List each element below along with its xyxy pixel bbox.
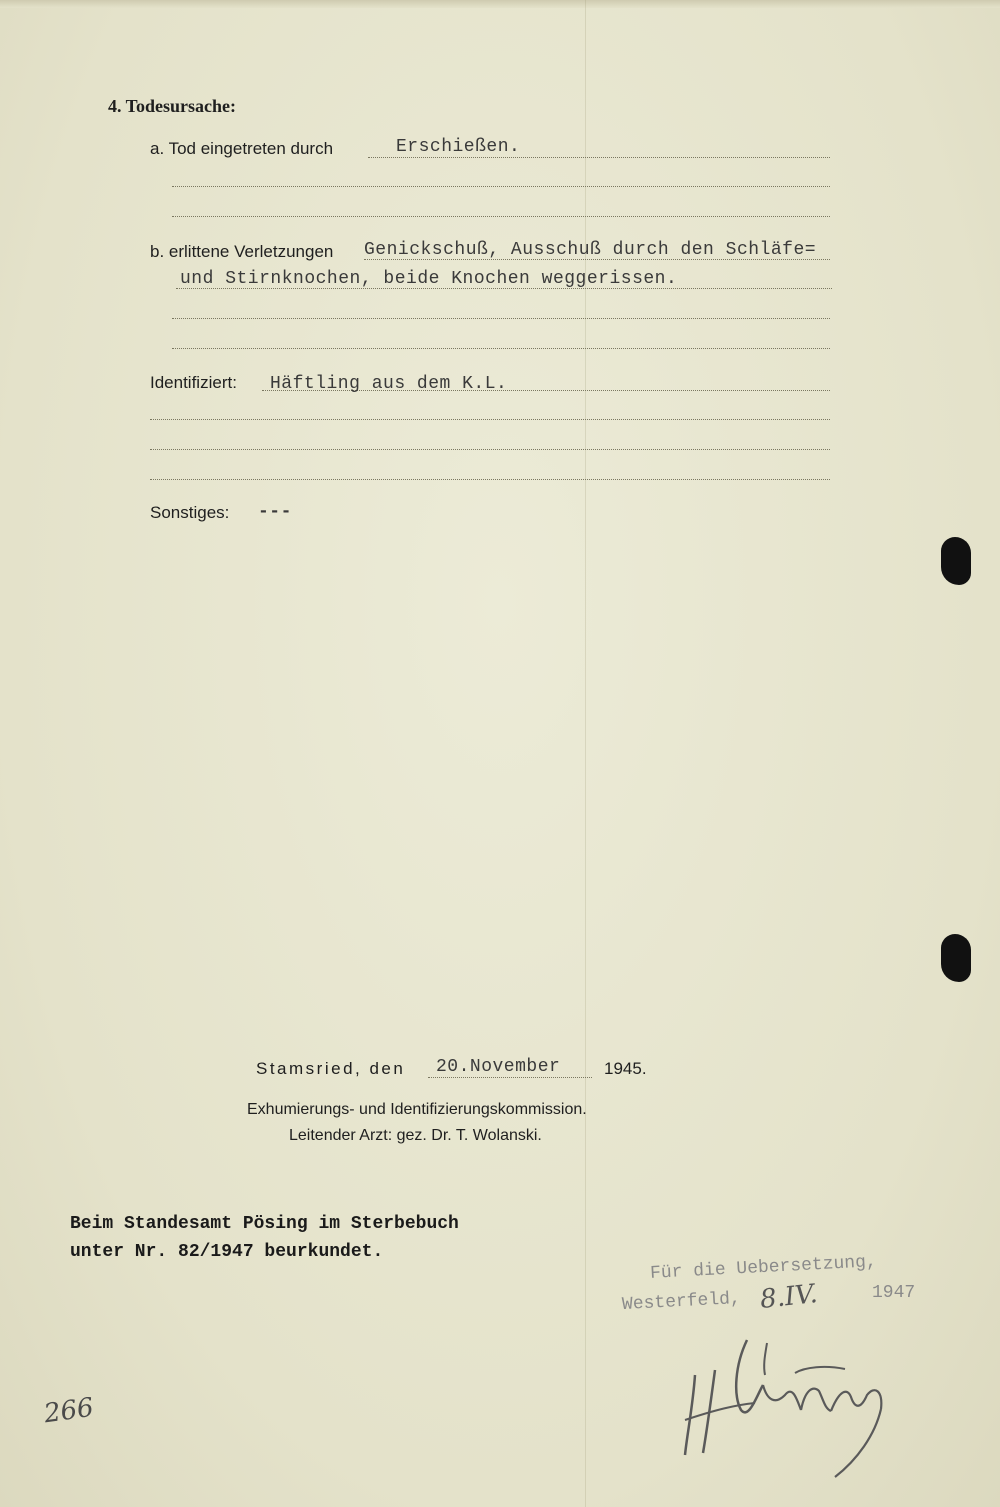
blank-line	[172, 186, 830, 187]
stamp-handwritten-date: 8.IV.	[758, 1279, 819, 1315]
registry-note-line-2: unter Nr. 82/1947 beurkundet.	[70, 1242, 384, 1262]
cause-a-line	[368, 157, 830, 158]
page-number: 266	[42, 1392, 96, 1430]
blank-line	[150, 479, 830, 480]
blank-line	[172, 216, 830, 217]
stamp-year: 1947	[872, 1283, 916, 1303]
section-heading: 4. Todesursache:	[108, 96, 237, 116]
punch-hole	[941, 537, 971, 585]
date-line	[428, 1077, 592, 1078]
cause-a-label: a. Tod eingetreten durch	[150, 139, 334, 158]
signature-drawing	[675, 1325, 905, 1485]
identified-value: Häftling aus dem K.L.	[270, 374, 508, 394]
year-value: 1945.	[604, 1059, 647, 1078]
blank-line	[150, 449, 830, 450]
other-label: Sonstiges:	[150, 503, 230, 522]
cause-b-value-1: Genickschuß, Ausschuß durch den Schläfe=	[364, 240, 817, 260]
blank-line	[172, 318, 830, 319]
other-value: ---	[258, 502, 292, 522]
stamp-line-1: Für die Uebersetzung,	[649, 1252, 878, 1284]
paper-fold	[585, 0, 586, 1507]
stamp-line-2: Westerfeld,	[621, 1288, 742, 1316]
cause-a-value: Erschießen.	[396, 137, 521, 157]
registry-note-line-1: Beim Standesamt Pösing im Sterbebuch	[70, 1214, 459, 1234]
blank-line	[150, 419, 830, 420]
cause-b-value-2: und Stirnknochen, beide Knochen weggerissen.	[180, 269, 678, 289]
commission-line-2: Leitender Arzt: gez. Dr. T. Wolanski.	[289, 1127, 542, 1144]
place-label: Stamsried, den	[256, 1059, 406, 1078]
top-edge	[0, 0, 1000, 8]
cause-b-label: b. erlittene Verletzungen	[150, 242, 334, 261]
identified-label: Identifiziert:	[150, 373, 237, 392]
date-value: 20.November	[436, 1057, 561, 1077]
blank-line	[172, 348, 830, 349]
punch-hole	[941, 934, 971, 982]
commission-line-1: Exhumierungs- und Identifizierungskommission.	[247, 1101, 587, 1118]
